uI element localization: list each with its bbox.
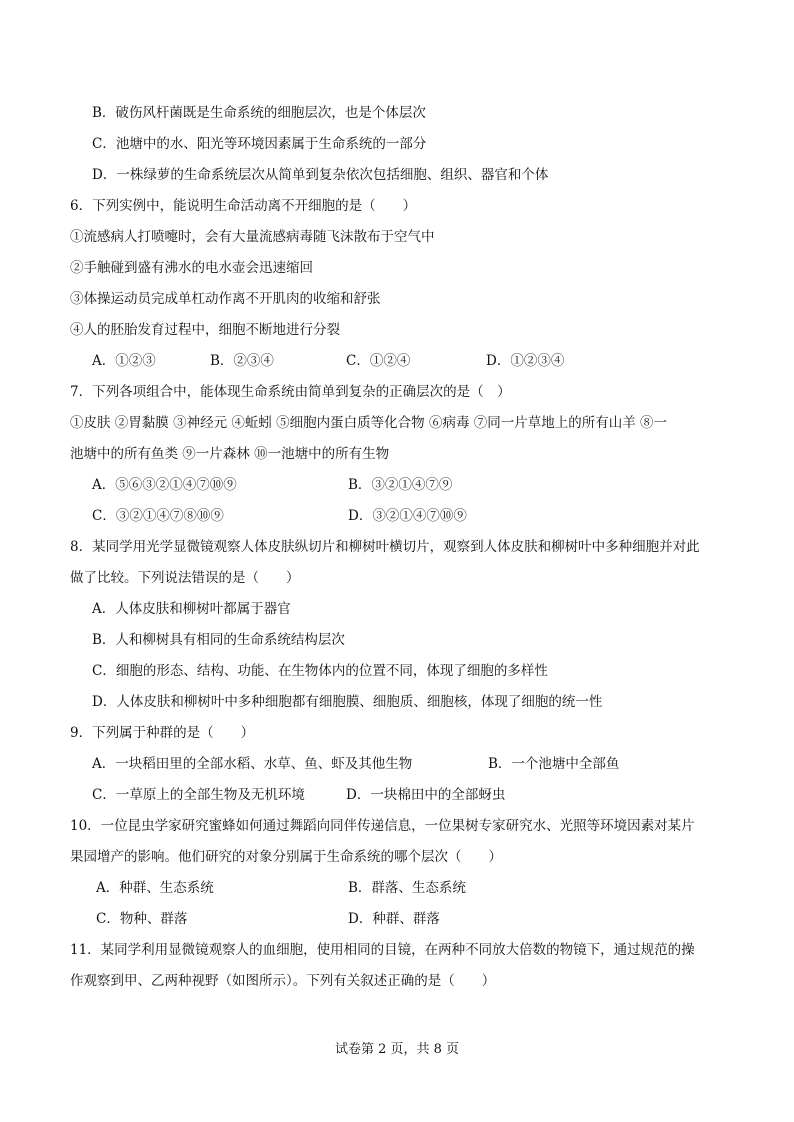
- q7-stem: 7．下列各项组合中，能体现生命系统由简单到复杂的正确层次的是（ ）: [70, 384, 511, 400]
- q9-stem: 9．下列属于种群的是（ ）: [70, 725, 255, 741]
- q7-option-b: B．③②①④⑦⑨: [348, 477, 453, 493]
- q7-option-a: A．⑤⑥③②①④⑦⑩⑨: [92, 477, 237, 493]
- q6-item-3: ③体操运动员完成单杠动作离不开肌肉的收缩和舒张: [70, 291, 381, 307]
- q9-option-c: C．一草原上的全部生物及无机环境: [92, 787, 305, 803]
- q6-stem: 6．下列实例中，能说明生命活动离不开细胞的是（ ）: [70, 198, 417, 214]
- page-footer: 试卷第 2 页，共 8 页: [334, 1042, 460, 1057]
- q5-option-b: B．破伤风杆菌既是生命系统的细胞层次，也是个体层次: [92, 105, 426, 121]
- q8-stem-line-2: 做了比较。下列说法错误的是（ ）: [70, 570, 300, 586]
- q9-option-d: D．一块棉田中的全部蚜虫: [346, 787, 506, 803]
- q7-options-row-1: [0, 475, 794, 495]
- q8-stem-line-1: 8．某同学用光学显微镜观察人体皮肤纵切片和柳树叶横切片，观察到人体皮肤和柳树叶中多种细胞并对此: [70, 539, 700, 555]
- q9-options-row-2: [0, 785, 794, 805]
- q6-item-1: ①流感病人打喷嚏时，会有大量流感病毒随飞沫散布于空气中: [70, 229, 435, 245]
- q10-options-row-1: [0, 878, 794, 898]
- q6-option-c: C．①②④: [346, 353, 411, 369]
- q9-option-b: B．一个池塘中全部鱼: [488, 756, 620, 772]
- q5-option-c: C．池塘中的水、阳光等环境因素属于生命系统的一部分: [92, 136, 427, 152]
- q8-option-d: D．人体皮肤和柳树叶中多种细胞都有细胞膜、细胞质、细胞核，体现了细胞的统一性: [92, 694, 603, 710]
- q7-option-c: C．③②①④⑦⑧⑩⑨: [92, 508, 224, 524]
- q10-option-d: D．种群、群落: [348, 911, 440, 927]
- q7-items-line-2: 池塘中的所有鱼类 ⑨一片森林 ⑩一池塘中的所有生物: [70, 446, 390, 462]
- q6-option-d: D．①②③④: [486, 353, 565, 369]
- q9-options-row-1: [0, 754, 794, 774]
- q10-stem-line-1: 10．一位昆虫学家研究蜜蜂如何通过舞蹈向同伴传递信息，一位果树专家研究水、光照等环境因素对某片: [70, 818, 695, 834]
- q5-option-d: D．一株绿萝的生命系统层次从简单到复杂依次包括细胞、组织、器官和个体: [92, 167, 549, 183]
- q7-option-d: D．③②①④⑦⑩⑨: [348, 508, 467, 524]
- q10-options-row-2: [0, 909, 794, 929]
- q10-option-b: B．群落、生态系统: [348, 880, 466, 896]
- q8-option-c: C．细胞的形态、结构、功能、在生物体内的位置不同，体现了细胞的多样性: [92, 663, 548, 679]
- q7-options-row-2: [0, 506, 794, 526]
- q10-option-c: C．物种、群落: [96, 911, 188, 927]
- q10-stem-line-2: 果园增产的影响。他们研究的对象分别属于生命系统的哪个层次（ ）: [70, 849, 502, 865]
- q11-stem-line-1: 11．某同学利用显微镜观察人的血细胞，使用相同的目镜，在两种不同放大倍数的物镜下，通过规范的操: [70, 942, 695, 958]
- q6-item-2: ②手触碰到盛有沸水的电水壶会迅速缩回: [70, 260, 313, 276]
- q8-option-a: A．人体皮肤和柳树叶都属于器官: [92, 601, 291, 617]
- q6-option-a: A．①②③: [92, 353, 156, 369]
- q6-options-row: [0, 351, 794, 371]
- q9-option-a: A．一块稻田里的全部水稻、水草、鱼、虾及其他生物: [92, 756, 413, 772]
- q6-item-4: ④人的胚胎发育过程中，细胞不断地进行分裂: [70, 322, 340, 338]
- q10-option-a: A．种群、生态系统: [96, 880, 214, 896]
- q8-option-b: B．人和柳树具有相同的生命系统结构层次: [92, 632, 345, 648]
- q7-items-line-1: ①皮肤 ②胃黏膜 ③神经元 ④蚯蚓 ⑤细胞内蛋白质等化合物 ⑥病毒 ⑦同一片草地上的所有山羊 ⑧一: [70, 415, 668, 431]
- q11-stem-line-2: 作观察到甲、乙两种视野（如图所示）。下列有关叙述正确的是（ ）: [70, 973, 496, 989]
- q6-option-b: B．②③④: [210, 353, 274, 369]
